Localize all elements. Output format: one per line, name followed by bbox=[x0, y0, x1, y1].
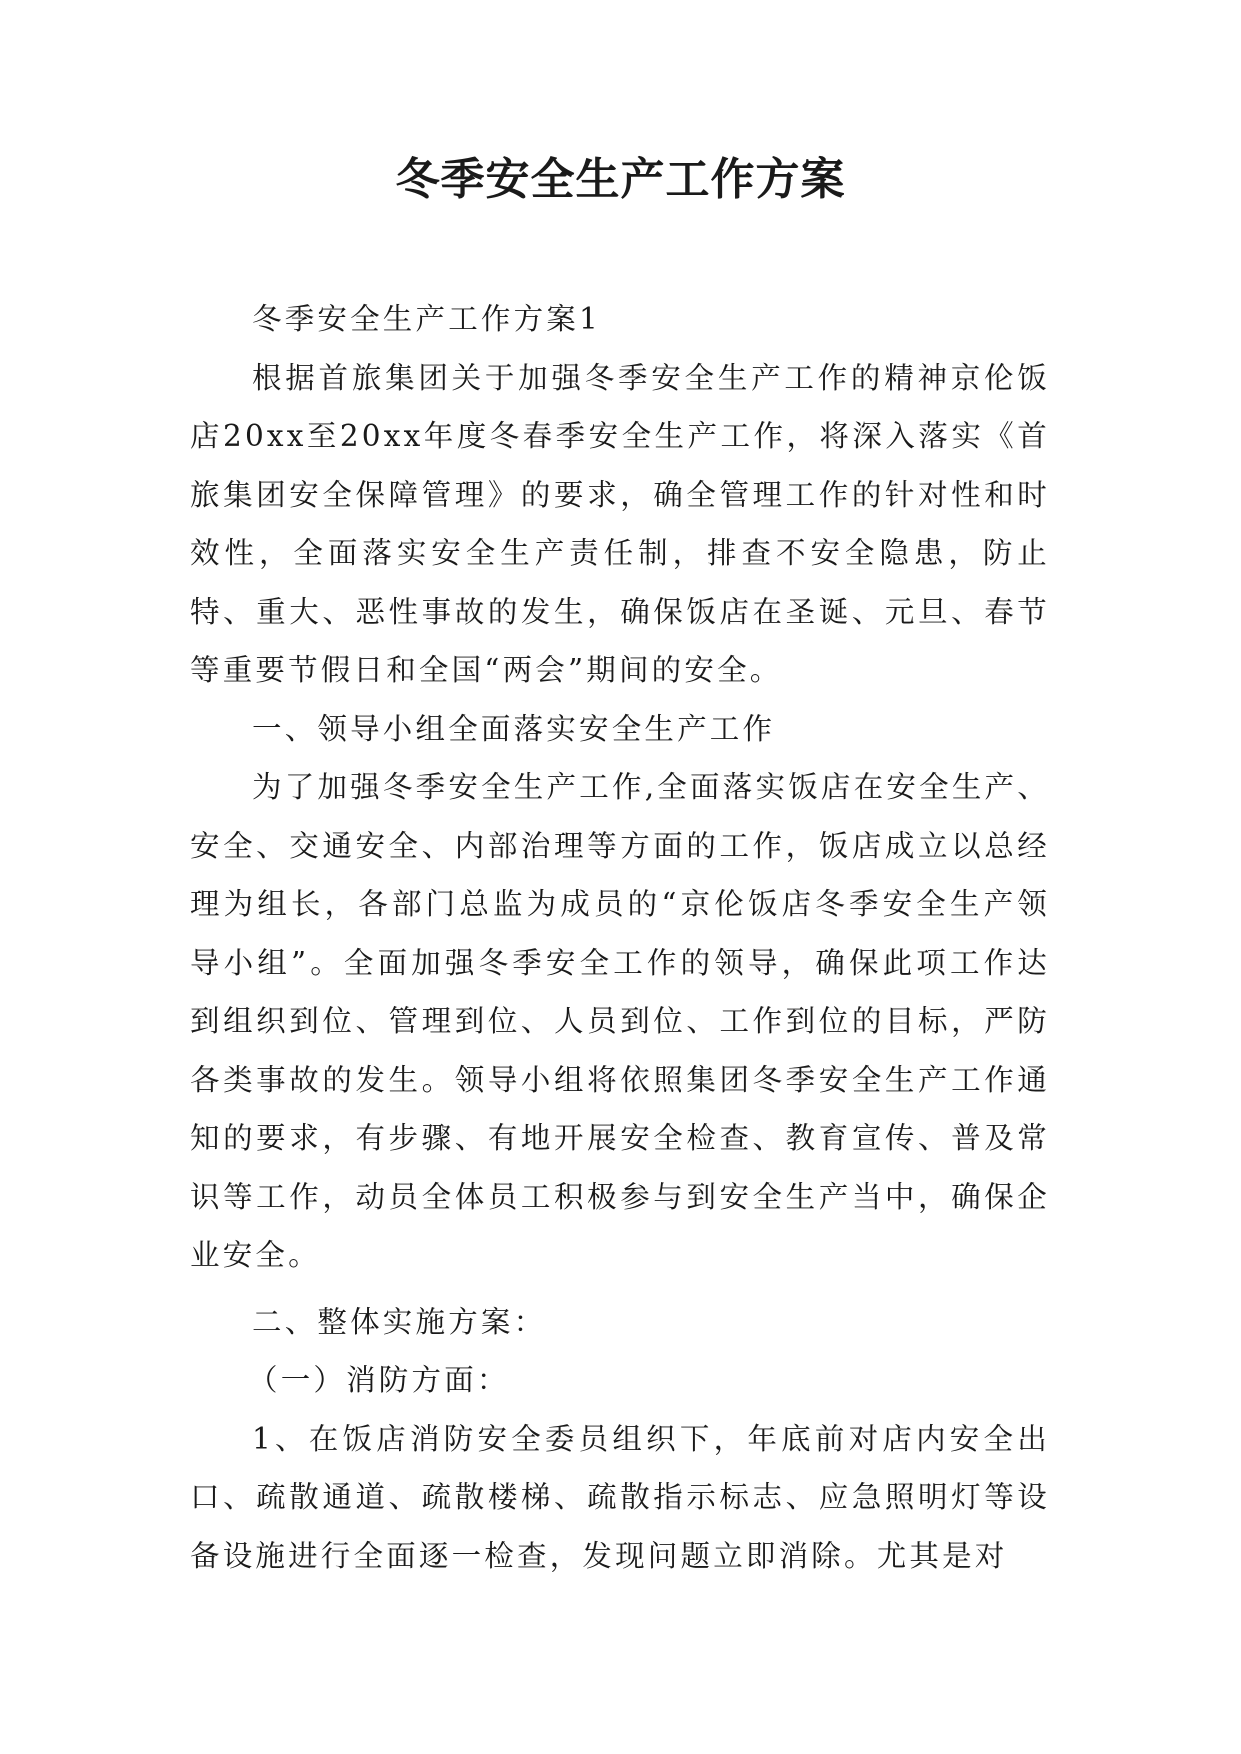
section-heading-leadership: 一、领导小组全面落实安全生产工作 bbox=[252, 711, 776, 746]
document-body bbox=[190, 290, 1050, 1585]
paragraph-leadership: 为了加强冬季安全生产工作,全面落实饭店在安全生产、安全、交通安全、内部治理等方面的工作，饭店成立以总经理为组长，各部门总监为成员的“京伦饭店冬季安全生产领导小组”。全面加强冬季安全工作的领导，确保此项工作达到组织到位、管理到位、人员到位、工作到位的目标，严防各类事故的发生。领导小组将依照集团冬季安全生产工作通知的要求，有步骤、有地开展安全检查、教育宣传、普及常识等工作，动员全体员工积极参与到安全生产当中，确保企业安全。 bbox=[190, 770, 1050, 1272]
document-title: 冬季安全生产工作方案 bbox=[395, 154, 846, 205]
section-heading-plan-1: 冬季安全生产工作方案1 bbox=[252, 302, 601, 336]
subsection-heading-fire-safety: （一）消防方面： bbox=[248, 1363, 510, 1397]
section-heading-implementation: 二、整体实施方案： bbox=[252, 1304, 547, 1339]
paragraph-intro: 根据首旅集团关于加强冬季安全生产工作的精神京伦饭店20xx至20xx年度冬春季安全生产工作，将深入落实《首旅集团安全保障管理》的要求，确全管理工作的针对性和时效性，全面落实安全生产责任制，排查不安全隐患，防止特、重大、恶性事故的发生，确保饭店在圣诞、元旦、春节等重要节假日和全国“两会”期间的安全。 bbox=[190, 360, 1050, 687]
paragraph-fire-safety-1: 1、在饭店消防安全委员组织下，年底前对店内安全出口、疏散通道、疏散楼梯、疏散指示标志、应急照明灯等设备设施进行全面逐一检查，发现问题立即消除。尤其是对 bbox=[190, 1421, 1050, 1573]
